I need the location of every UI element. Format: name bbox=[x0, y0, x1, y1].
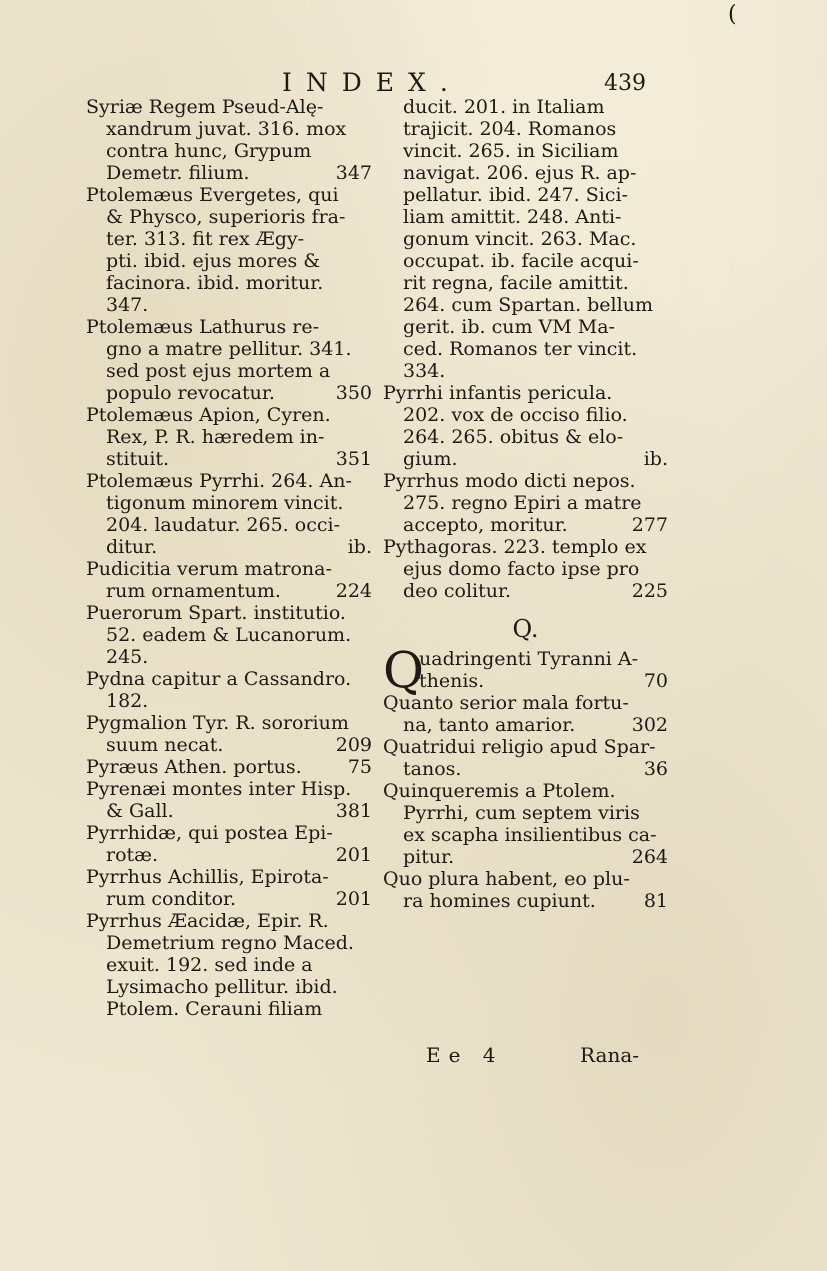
entry-text: Demetrium regno Maced. bbox=[106, 932, 354, 954]
index-line bbox=[383, 140, 668, 162]
index-line bbox=[383, 714, 668, 736]
page-header bbox=[0, 68, 827, 98]
entry-page-ref bbox=[662, 692, 668, 714]
entry-page-ref bbox=[662, 272, 668, 294]
index-line bbox=[86, 712, 372, 734]
entry-page-ref: 225 bbox=[631, 580, 668, 602]
entry-text: gium. bbox=[403, 448, 458, 470]
entry-page-ref bbox=[366, 910, 372, 932]
entry-page-ref: 224 bbox=[335, 580, 372, 602]
entry-text: Ptolemæus Pyrrhi. 264. An- bbox=[86, 470, 352, 492]
entry-text: Pyrrhi infantis pericula. bbox=[383, 382, 613, 404]
entry-text: Puerorum Spart. institutio. bbox=[86, 602, 346, 624]
entry-text: rotæ. bbox=[106, 844, 159, 866]
entry-page-ref bbox=[662, 184, 668, 206]
entry-page-ref bbox=[662, 426, 668, 448]
index-line bbox=[86, 954, 372, 976]
entry-page-ref bbox=[662, 824, 668, 846]
entry-text: 264. cum Spartan. bellum bbox=[403, 294, 653, 316]
entry-page-ref bbox=[662, 206, 668, 228]
entry-page-ref bbox=[366, 338, 372, 360]
entry-text: Pyrrhus Æacidæ, Epir. R. bbox=[86, 910, 329, 932]
entry-text: stituit. bbox=[106, 448, 170, 470]
entry-page-ref bbox=[662, 558, 668, 580]
entry-page-ref bbox=[366, 492, 372, 514]
entry-page-ref: 201 bbox=[335, 888, 372, 910]
index-line bbox=[86, 602, 372, 624]
entry-page-ref bbox=[366, 426, 372, 448]
entry-page-ref: 350 bbox=[335, 382, 372, 404]
index-line bbox=[86, 844, 372, 866]
index-line bbox=[383, 824, 668, 846]
entry-text: Quatridui religio apud Spar- bbox=[383, 736, 656, 758]
index-line bbox=[86, 888, 372, 910]
entry-page-ref bbox=[366, 184, 372, 206]
entry-text: 275. regno Epiri a matre bbox=[403, 492, 642, 514]
index-line bbox=[86, 514, 372, 536]
entry-page-ref: 36 bbox=[643, 758, 668, 780]
entry-text: navigat. 206. ejus R. ap- bbox=[403, 162, 637, 184]
entry-text: trajicit. 204. Romanos bbox=[403, 118, 617, 140]
index-line bbox=[86, 800, 372, 822]
entry-page-ref bbox=[662, 162, 668, 184]
entry-page-ref bbox=[662, 96, 668, 118]
index-line bbox=[383, 802, 668, 824]
entry-page-ref bbox=[366, 954, 372, 976]
entry-page-ref: 75 bbox=[347, 756, 372, 778]
entry-text: tigonum minorem vincit. bbox=[106, 492, 344, 514]
entry-page-ref bbox=[366, 206, 372, 228]
entry-text: ditur. bbox=[106, 536, 158, 558]
entry-text: accepto, moritur. bbox=[403, 514, 568, 536]
entry-page-ref bbox=[662, 868, 668, 890]
entry-text: 334. bbox=[403, 360, 446, 382]
entry-page-ref bbox=[662, 648, 668, 670]
index-line bbox=[383, 272, 668, 294]
entry-page-ref bbox=[366, 316, 372, 338]
index-line bbox=[86, 932, 372, 954]
index-line bbox=[383, 118, 668, 140]
entry-text: Pyrrhus Achillis, Epirota- bbox=[86, 866, 329, 888]
entry-page-ref bbox=[662, 140, 668, 162]
index-line bbox=[86, 338, 372, 360]
catchword: Rana- bbox=[580, 1043, 640, 1067]
entry-text: 182. bbox=[106, 690, 149, 712]
entry-page-ref: 201 bbox=[335, 844, 372, 866]
entry-page-ref: 347 bbox=[335, 162, 372, 184]
index-line bbox=[383, 758, 668, 780]
entry-text: Pygmalion Tyr. R. sororium bbox=[86, 712, 349, 734]
index-line bbox=[383, 426, 668, 448]
index-line bbox=[383, 404, 668, 426]
entry-text: 52. eadem & Lucanorum. bbox=[106, 624, 352, 646]
index-line bbox=[383, 558, 668, 580]
index-line bbox=[86, 822, 372, 844]
entry-page-ref bbox=[366, 976, 372, 998]
index-line bbox=[383, 448, 668, 470]
entry-text: rum conditor. bbox=[106, 888, 237, 910]
entry-text: Pyrenæi montes inter Hisp. bbox=[86, 778, 352, 800]
index-line bbox=[86, 316, 372, 338]
entry-page-ref bbox=[662, 250, 668, 272]
entry-text: xandrum juvat. 316. mox bbox=[106, 118, 347, 140]
entry-page-ref bbox=[366, 712, 372, 734]
index-line bbox=[383, 470, 668, 492]
index-line bbox=[86, 866, 372, 888]
entry-text: Pydna capitur a Cassandro. bbox=[86, 668, 352, 690]
entry-text: uadringenti Tyranni A- bbox=[419, 648, 639, 670]
entry-page-ref: ib. bbox=[643, 448, 668, 470]
right-column-q-entries bbox=[383, 692, 668, 912]
index-line bbox=[383, 294, 668, 316]
entry-page-ref bbox=[662, 360, 668, 382]
entry-text: ter. 313. fit rex Ægy- bbox=[106, 228, 305, 250]
entry-text: Quo plura habent, eo plu- bbox=[383, 868, 630, 890]
entry-text: pti. ibid. ejus mores & bbox=[106, 250, 321, 272]
index-line bbox=[86, 382, 372, 404]
index-line bbox=[383, 338, 668, 360]
entry-text: contra hunc, Grypum bbox=[106, 140, 312, 162]
entry-page-ref bbox=[366, 404, 372, 426]
index-line bbox=[383, 692, 668, 714]
entry-page-ref: 209 bbox=[335, 734, 372, 756]
entry-page-ref bbox=[366, 250, 372, 272]
index-line bbox=[383, 890, 668, 912]
entry-page-ref bbox=[366, 294, 372, 316]
running-title: INDEX. bbox=[282, 68, 462, 97]
section-letter-q: Q. bbox=[512, 615, 539, 643]
index-line bbox=[86, 360, 372, 382]
entry-text: ducit. 201. in Italiam bbox=[403, 96, 605, 118]
entry-page-ref: 351 bbox=[335, 448, 372, 470]
entry-text: populo revocatur. bbox=[106, 382, 275, 404]
entry-text: exuit. 192. sed inde a bbox=[106, 954, 313, 976]
q-first-entry bbox=[383, 641, 668, 699]
entry-page-ref: ib. bbox=[347, 536, 372, 558]
index-line bbox=[86, 250, 372, 272]
entry-text: Ptolem. Cerauni filiam bbox=[106, 998, 323, 1020]
index-line bbox=[86, 734, 372, 756]
entry-page-ref bbox=[662, 404, 668, 426]
entry-page-ref bbox=[662, 470, 668, 492]
index-line bbox=[86, 492, 372, 514]
entry-text: Rex, P. R. hæredem in- bbox=[106, 426, 325, 448]
entry-page-ref bbox=[366, 558, 372, 580]
entry-text: & Physco, superioris fra- bbox=[106, 206, 346, 228]
index-line bbox=[383, 184, 668, 206]
entry-text: Syriæ Regem Pseud-Alę- bbox=[86, 96, 324, 118]
index-line bbox=[86, 646, 372, 668]
entry-text: gno a matre pellitur. 341. bbox=[106, 338, 352, 360]
index-line bbox=[86, 976, 372, 998]
index-line bbox=[383, 228, 668, 250]
entry-page-ref: 302 bbox=[631, 714, 668, 736]
index-line bbox=[383, 492, 668, 514]
entry-page-ref bbox=[662, 118, 668, 140]
entry-page-ref: 81 bbox=[643, 890, 668, 912]
entry-text: vincit. 265. in Siciliam bbox=[403, 140, 619, 162]
entry-page-ref bbox=[366, 646, 372, 668]
index-line bbox=[86, 668, 372, 690]
entry-text: ra homines cupiunt. bbox=[403, 890, 596, 912]
right-column-p-entries bbox=[383, 96, 668, 602]
page-footer bbox=[0, 1043, 827, 1069]
entry-page-ref: 70 bbox=[643, 670, 668, 692]
entry-text: rum ornamentum. bbox=[106, 580, 281, 602]
entry-text: facinora. ibid. moritur. bbox=[106, 272, 324, 294]
index-line bbox=[383, 382, 668, 404]
page-number: 439 bbox=[604, 71, 646, 96]
entry-text: ex scapha insilientibus ca- bbox=[403, 824, 657, 846]
entry-page-ref bbox=[366, 360, 372, 382]
entry-page-ref bbox=[662, 316, 668, 338]
entry-text: liam amittit. 248. Anti- bbox=[403, 206, 622, 228]
entry-page-ref bbox=[662, 802, 668, 824]
entry-text: Ptolemæus Apion, Cyren. bbox=[86, 404, 331, 426]
entry-text: Ptolemæus Evergetes, qui bbox=[86, 184, 339, 206]
entry-text: Quinqueremis a Ptolem. bbox=[383, 780, 616, 802]
entry-text: deo colitur. bbox=[403, 580, 512, 602]
entry-text: sed post ejus mortem a bbox=[106, 360, 331, 382]
index-line bbox=[86, 272, 372, 294]
entry-text: Demetr. filium. bbox=[106, 162, 250, 184]
index-line bbox=[383, 536, 668, 558]
index-line bbox=[86, 756, 372, 778]
margin-mark: ( bbox=[728, 2, 737, 27]
index-line bbox=[86, 118, 372, 140]
entry-text: gerit. ib. cum VM Ma- bbox=[403, 316, 615, 338]
entry-page-ref bbox=[366, 272, 372, 294]
entry-text: Quanto serior mala fortu- bbox=[383, 692, 629, 714]
index-line bbox=[86, 536, 372, 558]
index-line bbox=[86, 690, 372, 712]
entry-text: suum necat. bbox=[106, 734, 224, 756]
index-line bbox=[86, 426, 372, 448]
entry-page-ref bbox=[662, 228, 668, 250]
entry-page-ref bbox=[662, 382, 668, 404]
entry-text: Ptolemæus Lathurus re- bbox=[86, 316, 319, 338]
index-line bbox=[383, 514, 668, 536]
entry-page-ref bbox=[662, 492, 668, 514]
entry-text: occupat. ib. facile acqui- bbox=[403, 250, 639, 272]
entry-page-ref bbox=[662, 338, 668, 360]
index-line bbox=[86, 96, 372, 118]
index-line bbox=[86, 228, 372, 250]
entry-page-ref bbox=[366, 96, 372, 118]
entry-page-ref bbox=[366, 668, 372, 690]
entry-page-ref bbox=[662, 780, 668, 802]
entry-page-ref bbox=[366, 602, 372, 624]
index-line bbox=[383, 780, 668, 802]
entry-text: 245. bbox=[106, 646, 149, 668]
entry-text: 204. laudatur. 265. occi- bbox=[106, 514, 340, 536]
entry-text: Pyrrhi, cum septem viris bbox=[403, 802, 640, 824]
index-line bbox=[86, 404, 372, 426]
entry-text: 264. 265. obitus & elo- bbox=[403, 426, 624, 448]
index-line bbox=[383, 360, 668, 382]
entry-text: 202. vox de occiso filio. bbox=[403, 404, 628, 426]
entry-text: tanos. bbox=[403, 758, 462, 780]
entry-page-ref bbox=[366, 822, 372, 844]
entry-page-ref bbox=[662, 736, 668, 758]
index-line bbox=[383, 162, 668, 184]
index-line bbox=[383, 96, 668, 118]
entry-page-ref bbox=[366, 624, 372, 646]
entry-text: Lysimacho pellitur. ibid. bbox=[106, 976, 338, 998]
index-line bbox=[86, 580, 372, 602]
index-line bbox=[383, 868, 668, 890]
entry-text: Pyrrhus modo dicti nepos. bbox=[383, 470, 636, 492]
entry-page-ref bbox=[366, 866, 372, 888]
index-line bbox=[383, 250, 668, 272]
entry-text: Pyrrhidæ, qui postea Epi- bbox=[86, 822, 333, 844]
entry-page-ref: 264 bbox=[631, 846, 668, 868]
entry-page-ref bbox=[366, 998, 372, 1020]
index-line bbox=[86, 206, 372, 228]
entry-page-ref: 277 bbox=[631, 514, 668, 536]
index-line bbox=[86, 448, 372, 470]
index-line bbox=[86, 470, 372, 492]
entry-text: ejus domo facto ipse pro bbox=[403, 558, 640, 580]
entry-text: Pyræus Athen. portus. bbox=[86, 756, 302, 778]
index-line bbox=[383, 580, 668, 602]
entry-text: 347. bbox=[106, 294, 149, 316]
entry-text: rit regna, facile amittit. bbox=[403, 272, 629, 294]
index-line bbox=[383, 648, 668, 670]
entry-page-ref bbox=[366, 228, 372, 250]
entry-page-ref bbox=[366, 140, 372, 162]
entry-text: & Gall. bbox=[106, 800, 174, 822]
index-line bbox=[86, 162, 372, 184]
entry-text: thenis. bbox=[419, 670, 485, 692]
index-line bbox=[86, 910, 372, 932]
entry-page-ref bbox=[366, 690, 372, 712]
index-line bbox=[383, 670, 668, 692]
index-line bbox=[383, 206, 668, 228]
entry-page-ref bbox=[366, 470, 372, 492]
index-line bbox=[383, 736, 668, 758]
entry-text: ced. Romanos ter vincit. bbox=[403, 338, 638, 360]
index-line bbox=[383, 316, 668, 338]
index-line bbox=[86, 998, 372, 1020]
entry-page-ref bbox=[366, 778, 372, 800]
index-line bbox=[86, 624, 372, 646]
left-column bbox=[86, 96, 372, 1020]
index-line bbox=[86, 558, 372, 580]
index-line bbox=[86, 294, 372, 316]
entry-page-ref bbox=[366, 514, 372, 536]
entry-page-ref bbox=[662, 294, 668, 316]
entry-text: pitur. bbox=[403, 846, 455, 868]
right-column bbox=[383, 96, 668, 912]
index-line bbox=[86, 184, 372, 206]
entry-page-ref bbox=[366, 932, 372, 954]
drop-cap: Q bbox=[383, 641, 424, 699]
index-line bbox=[86, 140, 372, 162]
entry-text: gonum vincit. 263. Mac. bbox=[403, 228, 637, 250]
entry-text: Pythagoras. 223. templo ex bbox=[383, 536, 647, 558]
entry-text: Pudicitia verum matrona- bbox=[86, 558, 332, 580]
index-line bbox=[86, 778, 372, 800]
entry-text: pellatur. ibid. 247. Sici- bbox=[403, 184, 628, 206]
entry-text: na, tanto amarior. bbox=[403, 714, 576, 736]
entry-page-ref: 381 bbox=[335, 800, 372, 822]
entry-page-ref bbox=[662, 536, 668, 558]
entry-page-ref bbox=[366, 118, 372, 140]
signature-mark: Ee 4 bbox=[426, 1043, 504, 1067]
index-line bbox=[383, 846, 668, 868]
